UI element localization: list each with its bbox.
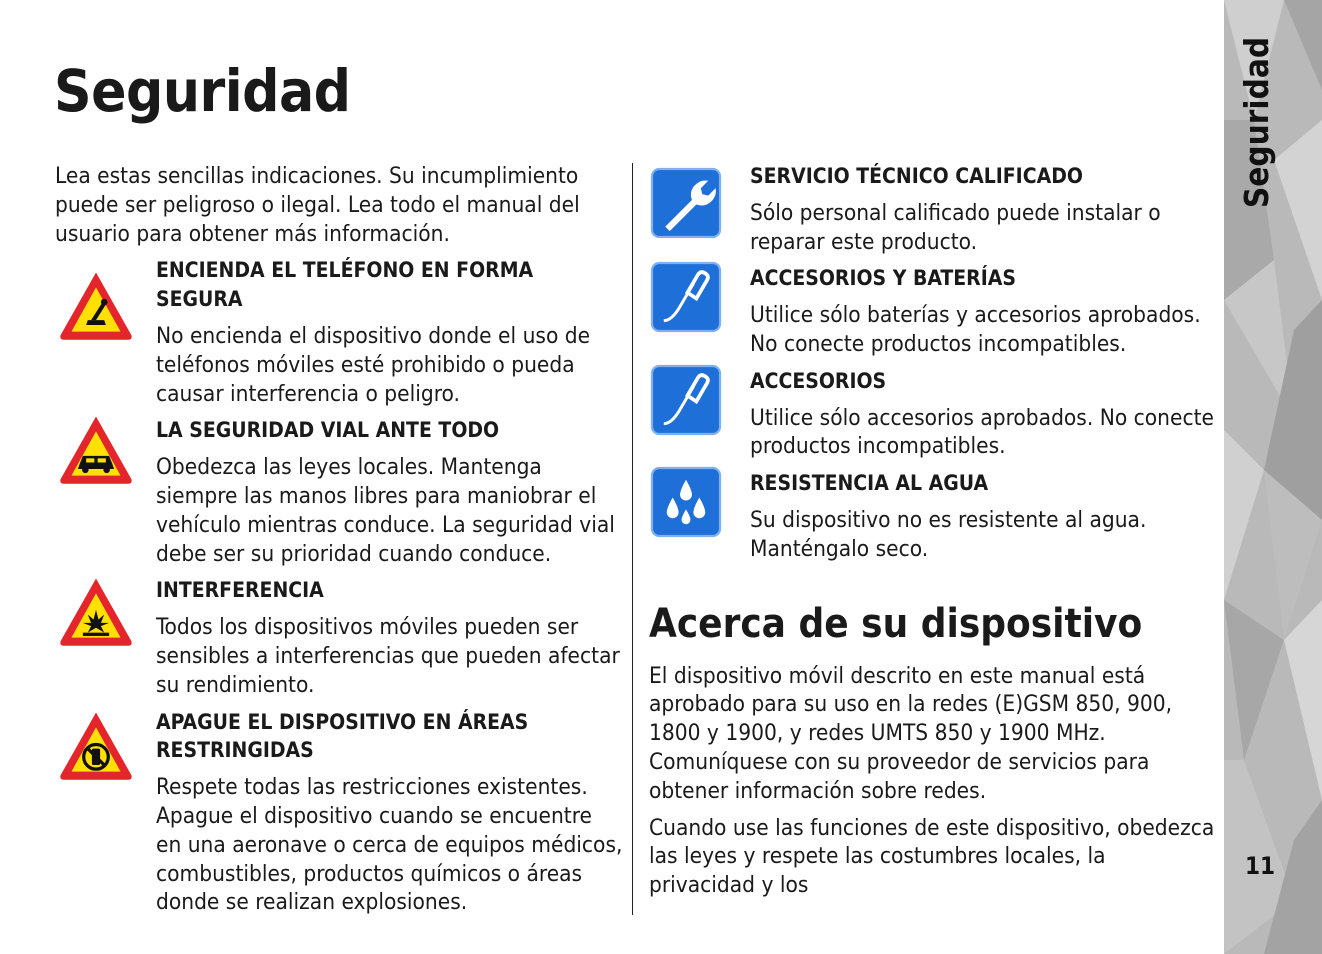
item-title: ENCIENDA EL TELÉFONO EN FORMA SEGURA	[156, 258, 534, 312]
right-column	[649, 162, 1215, 900]
item-text: Todos los dispositivos móviles pueden ser sensibles a interferencias que pueden afectar su rendimiento.	[156, 614, 620, 698]
wrench-icon	[649, 166, 723, 240]
phone-prohibited-icon	[55, 706, 137, 788]
column-divider	[632, 163, 633, 915]
safety-item-interference	[55, 576, 623, 699]
about-paragraph-1: El dispositivo móvil descrito en este manual está aprobado para su uso en la redes (E)GSM 850, 900, 1800 y 1900, y redes UMTS 850 y 1900 MHz. Comuníquese con su proveedor de servicios para obtener información sobre redes.	[649, 662, 1173, 804]
safety-item-restricted	[55, 708, 623, 918]
item-text: Su dispositivo no es resistente al agua. Manténgalo seco.	[750, 506, 1147, 562]
sidebar-chapter-label	[1237, 36, 1277, 209]
left-column	[55, 162, 623, 925]
sidebar-chapter-text: Seguridad	[1237, 36, 1277, 209]
safety-item-accessories	[649, 367, 1215, 461]
safety-item-water	[649, 469, 1215, 563]
item-title: SERVICIO TÉCNICO CALIFICADO	[750, 164, 1083, 188]
item-text: Obedezca las leyes locales. Mantenga siempre las manos libres para maniobrar el vehículo mientras conduce. La seguridad vial debe ser su prioridad cuando conduce.	[156, 454, 615, 567]
safety-item-road	[55, 416, 623, 568]
item-title: LA SEGURIDAD VIAL ANTE TODO	[156, 418, 500, 443]
accessory-cable-icon	[649, 363, 723, 437]
item-text: Utilice sólo accesorios aprobados. No conecte productos incompatibles.	[750, 404, 1214, 460]
item-title: INTERFERENCIA	[156, 578, 324, 603]
car-warning-icon	[55, 410, 137, 492]
item-text: Utilice sólo baterías y accesorios aprobados. No conecte productos incompatibles.	[750, 302, 1201, 357]
item-title: APAGUE EL DISPOSITIVO EN ÁREAS RESTRINGIDAS	[156, 709, 529, 763]
intro-paragraph: Lea estas sencillas indicaciones. Su incumplimiento puede ser peligroso o ilegal. Lea todo el manual del usuario para obtener más información.	[55, 163, 580, 247]
item-text: Sólo personal calificado puede instalar o reparar este producto.	[750, 199, 1161, 255]
item-title: ACCESORIOS Y BATERÍAS	[750, 266, 1016, 291]
item-title: ACCESORIOS	[750, 368, 887, 393]
interference-warning-icon	[55, 572, 137, 654]
battery-cable-icon	[649, 260, 723, 334]
safety-item-service	[649, 162, 1215, 256]
item-title: RESISTENCIA AL AGUA	[750, 471, 989, 496]
section-title: Acerca de su dispositivo	[649, 600, 1143, 647]
page-title: Seguridad	[54, 57, 351, 125]
about-paragraph-2: Cuando use las funciones de este dispositivo, obedezca las leyes y respete las costumbres locales, la privacidad y los	[649, 814, 1215, 899]
item-text: No encienda el dispositivo donde el uso de teléfonos móviles esté prohibido o pueda causar interferencia o peligro.	[156, 322, 591, 407]
safety-item-switch-on	[55, 256, 623, 408]
page-number: 11	[1244, 852, 1276, 880]
water-drops-icon	[649, 465, 723, 539]
hand-switch-warning-icon	[55, 266, 137, 348]
safety-item-accessories-batteries	[649, 264, 1215, 358]
item-text: Respete todas las restricciones existentes. Apague el dispositivo cuando se encuentre en una aeronave o cerca de equipos médicos, combustibles, productos químicos o áreas donde se realizan explosiones.	[156, 774, 623, 916]
